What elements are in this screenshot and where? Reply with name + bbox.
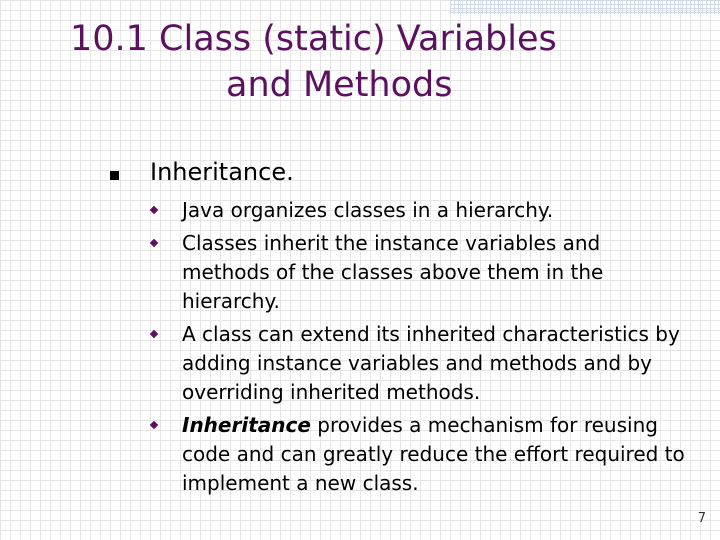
corner-decoration	[450, 0, 720, 14]
bullet-text: Java organizes classes in a hierarchy.	[182, 198, 554, 222]
level2-bullet-list	[148, 196, 688, 502]
square-bullet-icon	[110, 171, 119, 180]
diamond-bullet-icon	[150, 421, 158, 429]
emphasized-term: Inheritance	[182, 413, 311, 437]
slide-title	[0, 16, 720, 108]
page-number: 7	[697, 511, 706, 526]
diamond-bullet-icon	[150, 239, 158, 247]
bullet-item	[148, 320, 688, 407]
bullet-item	[148, 411, 688, 498]
diamond-bullet-icon	[150, 206, 158, 214]
bullet-item	[148, 229, 688, 316]
slide-title-line-2: and Methods	[226, 65, 453, 105]
bullet-text: Classes inherit the instance variables and methods of the classes above them in the hierarchy.	[182, 231, 604, 313]
bullet-text: provides a mechanism for reusing code and can greatly reduce the effort required to implement a new class.	[182, 413, 685, 495]
slide-title-line-1: 10.1 Class (static) Variables	[70, 19, 557, 59]
bullet-text: A class can extend its inherited characteristics by adding instance variables and methods and by overriding inherited methods.	[182, 322, 680, 404]
diamond-bullet-icon	[150, 330, 158, 338]
level1-bullet-text: Inheritance.	[150, 158, 294, 186]
bullet-item	[148, 196, 688, 225]
